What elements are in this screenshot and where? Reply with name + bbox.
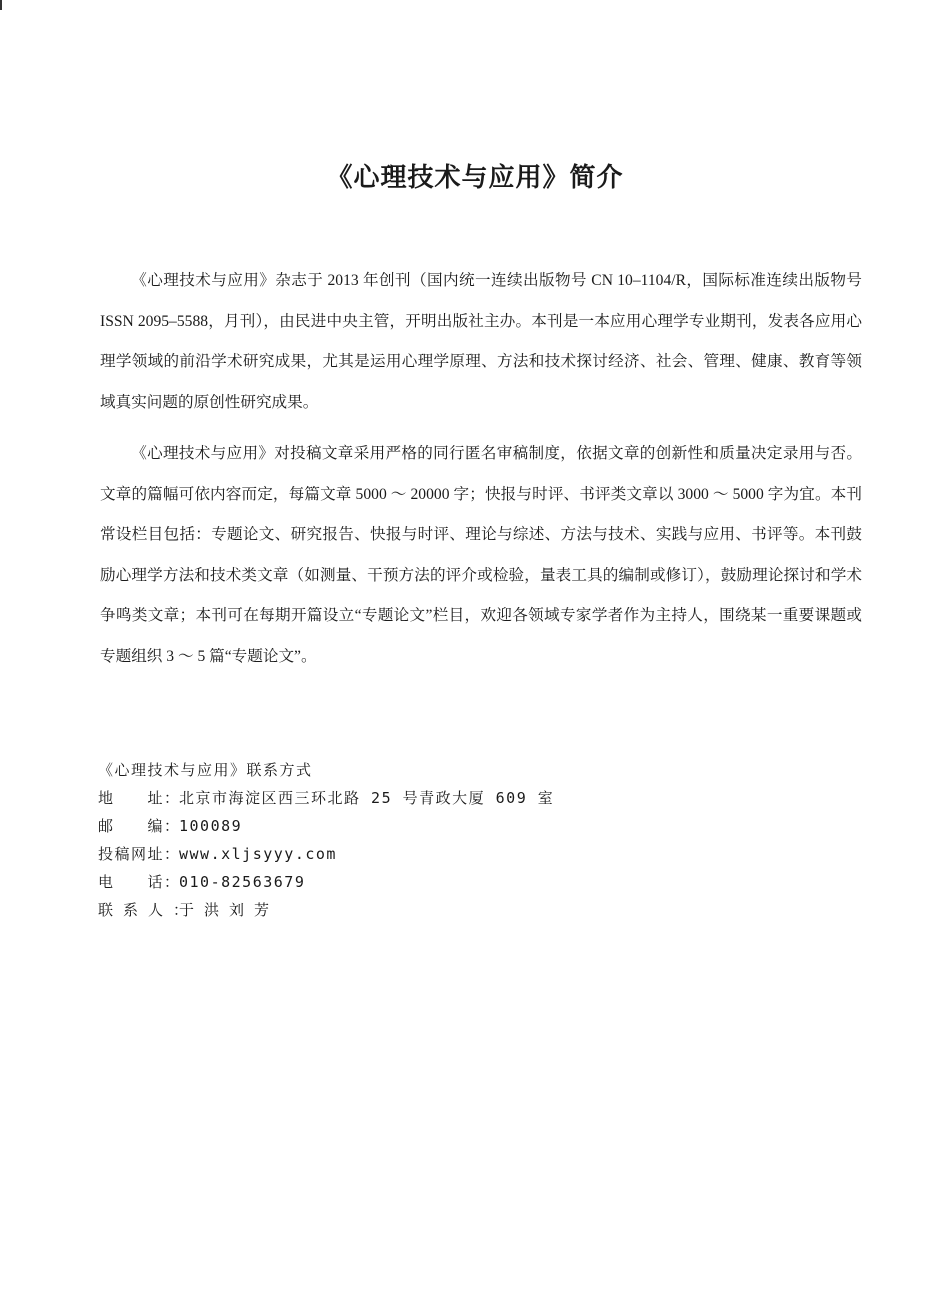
postcode-label: 邮 编： xyxy=(98,817,181,835)
intro-paragraph-2: 《心理技术与应用》对投稿文章采用严格的同行匿名审稿制度，依据文章的创新性和质量决定录用与否。文章的篇幅可依内容而定，每篇文章 5000 ～ 20000 字；快报与时评、书评类文章以 3000 ～ 5000 字为宜。本刊常设栏目包括：专题论文、研究报告、快报与时评、理论与综述、方法与技术、实践与应用、书评等。本刊鼓励心理学方法和技术类文章（如测量、干预方法的评介或检验，量表工具的编制或修订），鼓励理论探讨和学术争鸣类文章；本刊可在每期开篇设立“专题论文”栏目，欢迎各领域专家学者作为主持人，围绕某一重要课题或专题组织 3 ～ 5 篇“专题论文”。 xyxy=(100,445,862,665)
person-value: 于洪刘芳 xyxy=(179,901,280,919)
website-label: 投稿网址： xyxy=(98,845,181,863)
introduction-body xyxy=(100,261,862,688)
contact-address-row xyxy=(98,784,798,812)
phone-value: 010-82563679 xyxy=(179,873,306,891)
postcode-value: 100089 xyxy=(179,817,243,835)
contact-person-row xyxy=(98,896,798,924)
contact-website-row xyxy=(98,840,798,868)
contact-phone-row xyxy=(98,868,798,896)
contact-info xyxy=(98,756,798,924)
contact-heading: 《心理技术与应用》联系方式 xyxy=(98,761,313,779)
person-label: 联系人： xyxy=(98,901,199,919)
website-value[interactable]: www.xljsyyy.com xyxy=(179,845,337,863)
page-corner-mark xyxy=(0,0,2,10)
phone-label: 电 话： xyxy=(98,873,181,891)
address-label: 地 址： xyxy=(98,789,181,807)
contact-postcode-row xyxy=(98,812,798,840)
address-value: 北京市海淀区西三环北路 25 号青政大厦 609 室 xyxy=(179,789,555,807)
page-title: 《心理技术与应用》简介 xyxy=(326,163,624,193)
intro-paragraph-1: 《心理技术与应用》杂志于 2013 年创刊（国内统一连续出版物号 CN 10–1104/R，国际标准连续出版物号 ISSN 2095–5588，月刊），由民进中央主管，开明出版社主办。本刊是一本应用心理学专业期刊，发表各应用心理学领域的前沿学术研究成果，尤其是运用心理学原理、方法和技术探讨经济、社会、管理、健康、教育等领域真实问题的原创性研究成果。 xyxy=(100,272,862,411)
